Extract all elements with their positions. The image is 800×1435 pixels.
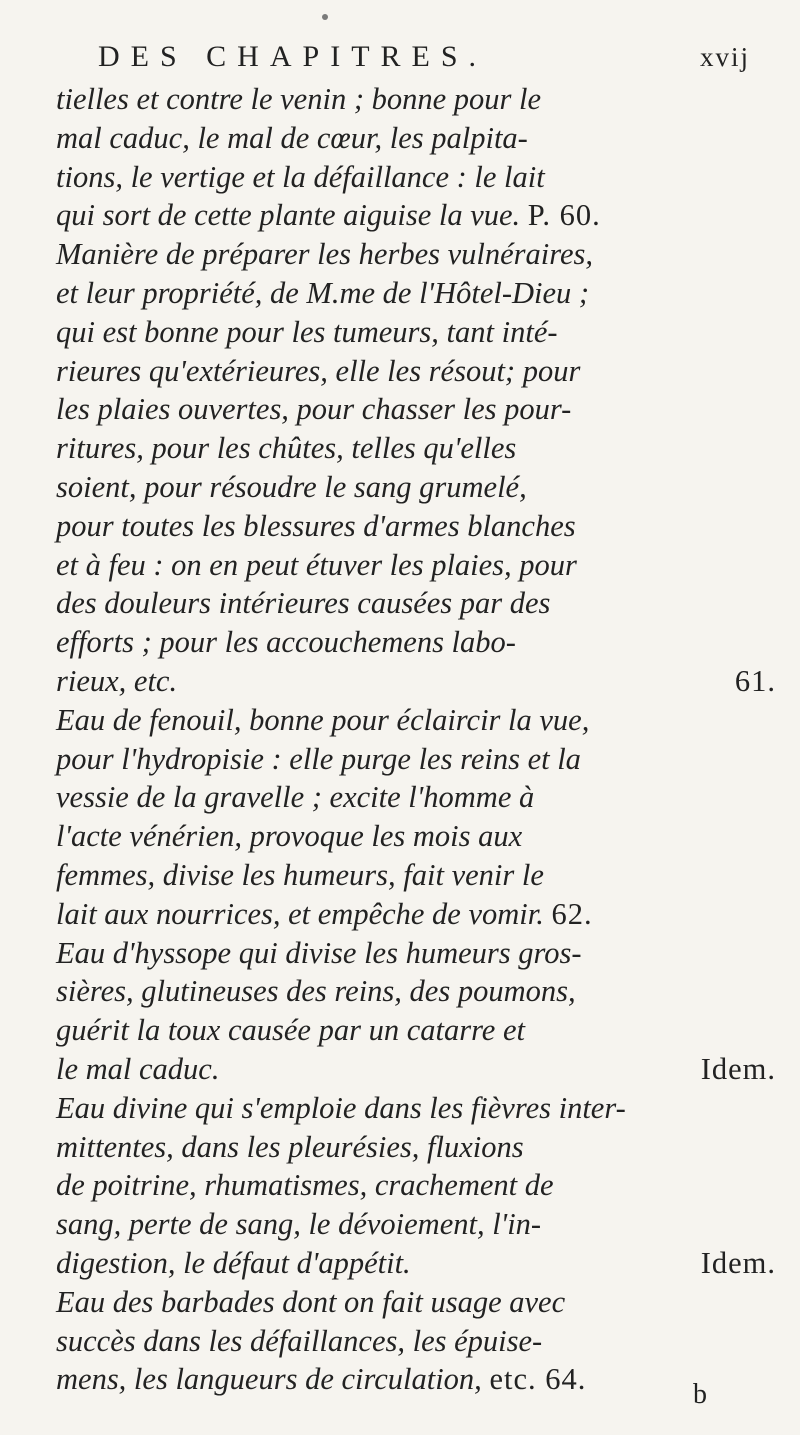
text-line: efforts ; pour les accouchemens labo-	[56, 625, 516, 660]
text-line: sières, glutineuses des reins, des poumons,	[56, 974, 576, 1009]
text-line: les plaies ouvertes, pour chasser les pour-	[56, 392, 572, 427]
signature-mark: b	[693, 1379, 707, 1410]
text-line: mittentes, dans les pleurésies, fluxions	[56, 1129, 524, 1164]
text-line: qui est bonne pour les tumeurs, tant inté-	[56, 314, 558, 349]
text-line: mens, les langueurs de circulation, etc. 64.	[56, 1362, 587, 1397]
page-reference: Idem.	[700, 1051, 776, 1086]
text-line: qui sort de cette plante aiguise la vue. P. 60.	[56, 198, 601, 233]
text-line: et leur propriété, de M.me de l'Hôtel-Dieu ;	[56, 275, 590, 310]
page-reference: P. 60.	[527, 198, 601, 233]
entry-first-line: Manière de préparer les herbes vulnéraires,	[56, 237, 594, 272]
text-line: mal caduc, le mal de cœur, les palpita-	[56, 120, 528, 155]
text-line: femmes, divise les humeurs, fait venir le	[56, 857, 544, 892]
text-line: l'acte vénérien, provoque les mois aux	[56, 819, 523, 854]
entry-first-line: Eau de fenouil, bonne pour éclaircir la vue,	[56, 702, 590, 737]
text-line: pour toutes les blessures d'armes blanches	[56, 508, 576, 543]
page-reference: etc. 64.	[489, 1362, 587, 1397]
text-line: rieures qu'extérieures, elle les résout; pour	[56, 353, 581, 388]
text-line: des douleurs intérieures causées par des	[56, 586, 551, 621]
entry-first-line: Eau divine qui s'emploie dans les fièvres inter-	[56, 1090, 626, 1125]
text-line: soient, pour résoudre le sang grumelé,	[56, 469, 527, 504]
page-folio: xvij	[700, 42, 751, 72]
text-line: sang, perte de sang, le dévoiement, l'in-	[56, 1207, 542, 1242]
page-reference: Idem.	[700, 1245, 776, 1280]
text-line: digestion, le défaut d'appétit. Idem.	[56, 1244, 776, 1283]
text-line: de poitrine, rhumatismes, crachement de	[56, 1168, 554, 1203]
text-line: lait aux nourrices, et empêche de vomir. 62.	[56, 896, 593, 931]
text-line: tielles et contre le venin ; bonne pour le	[56, 82, 542, 116]
text-line: pour l'hydropisie : elle purge les reins et la	[56, 741, 581, 776]
page-reference: 61.	[734, 663, 776, 698]
text-line: rieux, etc. 61.	[56, 662, 776, 701]
running-head: DES CHAPITRES.	[98, 40, 488, 73]
text-line: et à feu : on en peut étuver les plaies, pour	[56, 547, 577, 582]
entry-first-line: Eau des barbades dont on fait usage avec	[56, 1284, 566, 1319]
text-line: le mal caduc. Idem.	[56, 1050, 776, 1089]
text-line: ritures, pour les chûtes, telles qu'elles	[56, 431, 517, 466]
page-reference: 62.	[551, 896, 593, 931]
entry-first-line: Eau d'hyssope qui divise les humeurs gros-	[56, 935, 582, 970]
text-line: vessie de la gravelle ; excite l'homme à	[56, 780, 535, 815]
text-line: tions, le vertige et la défaillance : le lait	[56, 159, 545, 194]
ink-spot	[322, 14, 328, 20]
text-line: succès dans les défaillances, les épuise-	[56, 1323, 543, 1358]
table-of-contents-text	[56, 80, 776, 1399]
text-line: guérit la toux causée par un catarre et	[56, 1013, 525, 1048]
